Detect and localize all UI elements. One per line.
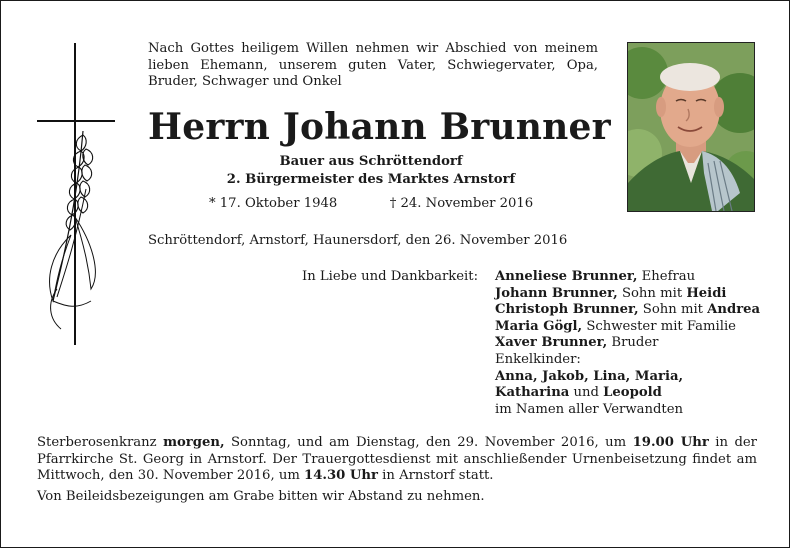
life-dates xyxy=(209,196,539,213)
mourner-line: im Namen aller Verwandten xyxy=(495,401,684,417)
birth-date: * 17. Oktober 1948 xyxy=(209,196,338,211)
service-info xyxy=(37,435,757,505)
intro-text: Nach Gottes heiligem Willen nehmen wir Abschied von meinem lieben Ehemann, unserem guten Vater, Schwiegervater, Opa, Bruder, Schwager und Onkel xyxy=(148,41,598,90)
mourner-line: Katharina und Leopold xyxy=(495,385,662,401)
mourners-list xyxy=(495,269,765,418)
condolence-note: Von Beileidsbezeigungen am Grabe bitten wir Abstand zu nehmen. xyxy=(37,488,485,504)
cross-with-wheat-icon xyxy=(31,39,121,349)
mourner-line: Johann Brunner, Sohn mit Heidi xyxy=(495,285,727,301)
deceased-name: Herrn Johann Brunner xyxy=(148,106,611,148)
office-line: 2. Bürgermeister des Marktes Arnstorf xyxy=(226,172,516,187)
death-date: † 24. November 2016 xyxy=(389,196,534,211)
mourner-line: Enkelkinder: xyxy=(495,351,581,367)
portrait-photo xyxy=(627,42,755,212)
mourner-line: Xaver Brunner, Bruder xyxy=(495,335,659,351)
mourner-line: Maria Gögl, Schwester mit Familie xyxy=(495,318,736,334)
thanks-label: In Liebe und Dankbarkeit: xyxy=(302,269,479,284)
occupation-line: Bauer aus Schröttendorf xyxy=(279,154,463,169)
mourner-line: Anneliese Brunner, Ehefrau xyxy=(495,269,696,284)
mourner-line: Christoph Brunner, Sohn mit Andrea xyxy=(495,302,761,318)
mourner-line: Anna, Jakob, Lina, Maria, xyxy=(495,368,684,384)
service-paragraph: Sterberosenkranz morgen, Sonntag, und am Dienstag, den 29. November 2016, um 19.00 Uhr in der Pfarrkirche St. Georg in Arnstorf. Der Trauergottesdienst mit anschließender Urnenbeisetzung findet am Mittwoch, den 30. November 2016, um 14.30 Uhr in Arnstorf statt. xyxy=(37,435,757,484)
place-date: Schröttendorf, Arnstorf, Haunersdorf, den 26. November 2016 xyxy=(148,233,568,248)
